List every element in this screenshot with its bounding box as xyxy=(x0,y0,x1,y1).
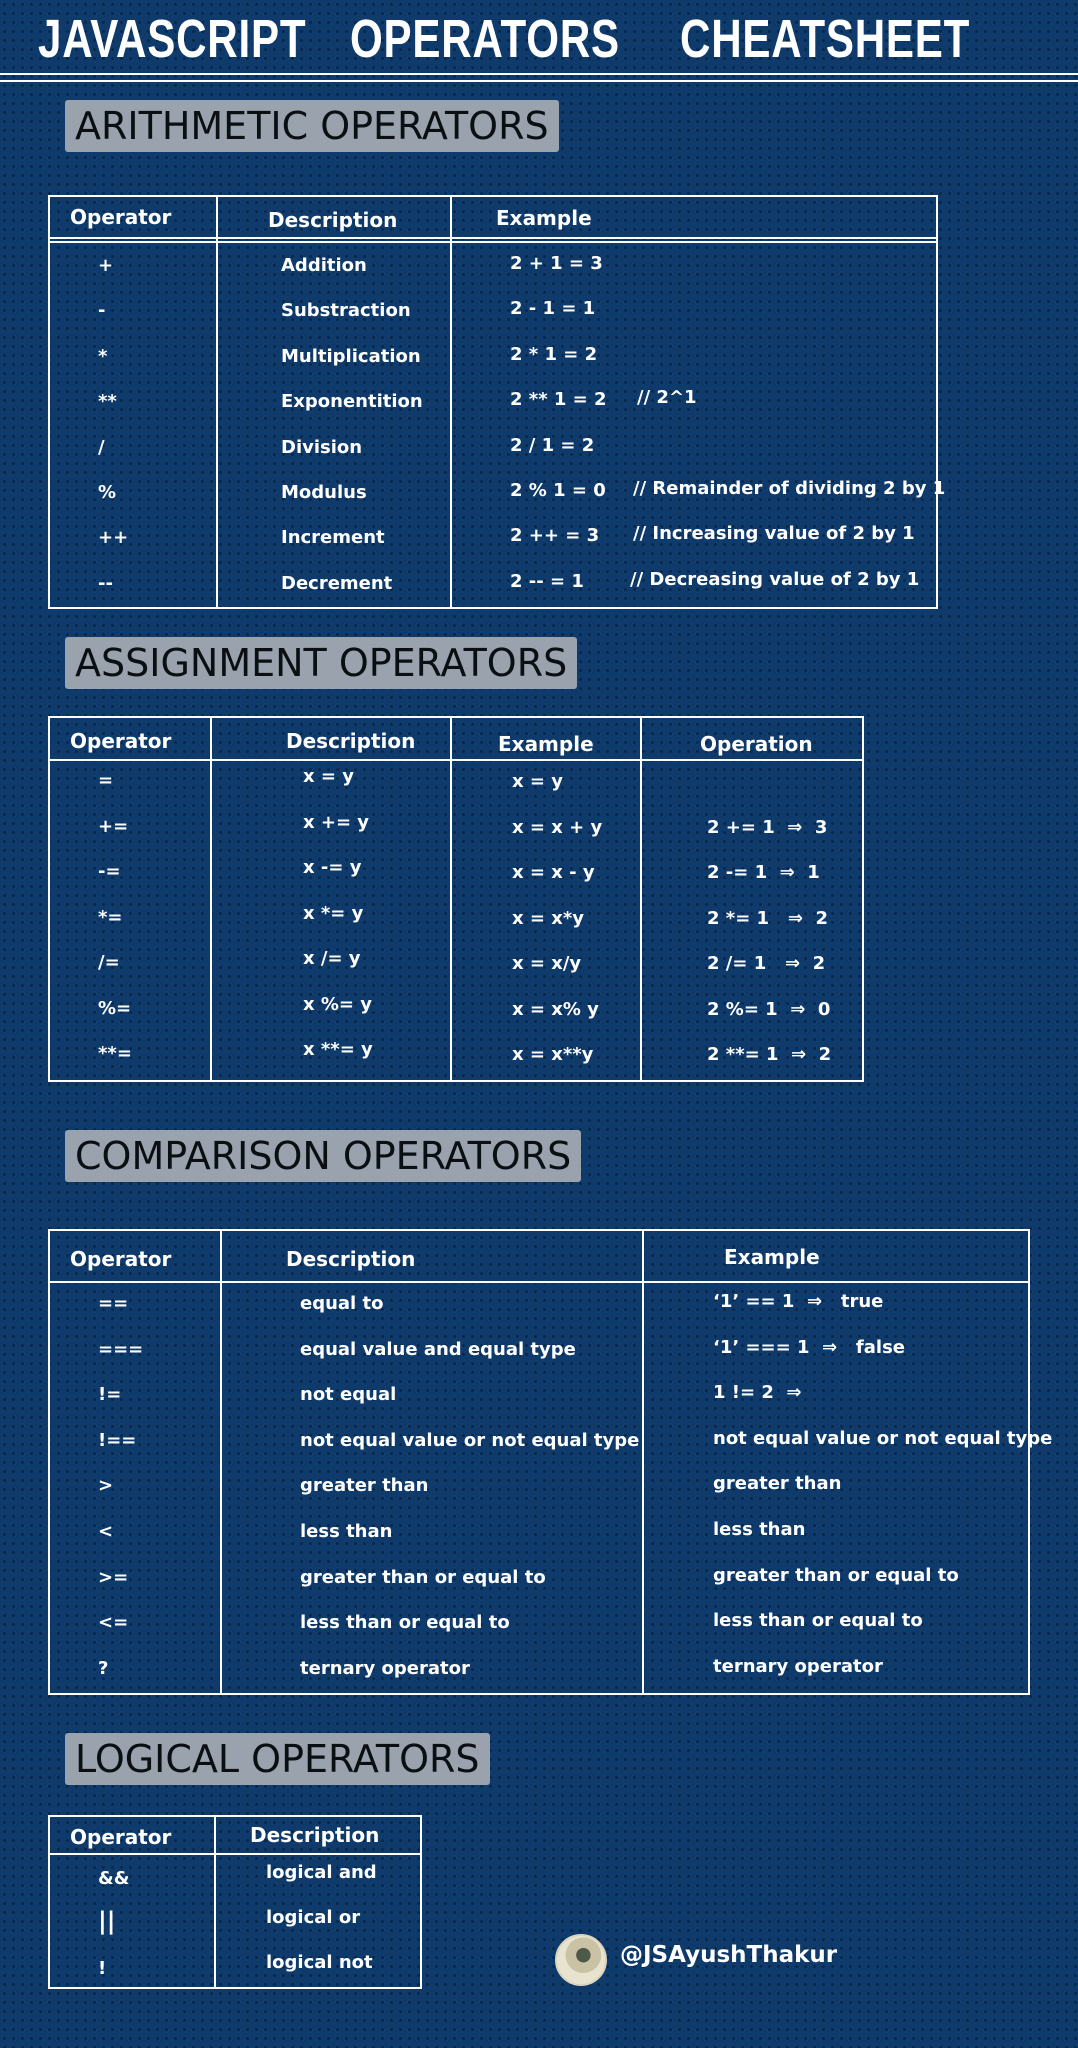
assignment-example-cell: x = x*y xyxy=(512,907,584,929)
arithmetic-note-cell: // Remainder of dividing 2 by 1 xyxy=(633,478,946,499)
comparison-description-cell: equal to xyxy=(300,1293,384,1314)
logical-operator-cell: ! xyxy=(98,1958,107,1979)
section-title-logical: LOGICAL OPERATORS xyxy=(65,1733,490,1785)
comparison-header-description: Description xyxy=(286,1247,416,1271)
comparison-description-cell: greater than xyxy=(300,1475,429,1497)
assignment-example-cell: x = x - y xyxy=(512,862,595,883)
comparison-operator-cell: <= xyxy=(98,1612,129,1634)
assignment-operator-cell: %= xyxy=(98,997,132,1019)
comparison-description-cell: ternary operator xyxy=(300,1657,470,1679)
assignment-header-description: Description xyxy=(286,729,416,753)
arithmetic-table xyxy=(48,195,938,609)
comparison-operator-cell: > xyxy=(98,1475,114,1497)
section-title-assignment: ASSIGNMENT OPERATORS xyxy=(65,637,577,689)
section-title-comparison: COMPARISON OPERATORS xyxy=(65,1130,581,1182)
comparison-example-cell: 1 != 2 ⇒ xyxy=(713,1382,802,1404)
header-rule-top xyxy=(0,73,1078,75)
header-rule-bottom xyxy=(0,80,1078,82)
arithmetic-example-cell: 2 * 1 = 2 xyxy=(510,343,598,365)
arithmetic-operator-cell: / xyxy=(98,436,105,458)
comparison-example-cell: greater than xyxy=(713,1473,842,1495)
logical-description-cell: logical not xyxy=(266,1952,373,1973)
comparison-description-cell: not equal value or not equal type xyxy=(300,1429,640,1451)
comparison-operator-cell: ? xyxy=(98,1657,109,1679)
logical-header-description: Description xyxy=(250,1823,380,1847)
comparison-description-cell: less than or equal to xyxy=(300,1612,510,1634)
arithmetic-header-operator: Operator xyxy=(70,205,172,229)
assignment-header-operator: Operator xyxy=(70,729,172,753)
assignment-description-cell: x += y xyxy=(303,811,370,833)
arithmetic-description-cell: Modulus xyxy=(281,482,367,503)
arithmetic-operator-cell: ** xyxy=(98,391,117,413)
assignment-description-cell: x %= y xyxy=(303,993,372,1015)
assignment-example-cell: x = x/y xyxy=(512,953,582,974)
arithmetic-example-cell: 2 -- = 1 xyxy=(510,570,584,592)
comparison-operator-cell: !== xyxy=(98,1429,137,1451)
arithmetic-operator-cell: % xyxy=(98,482,117,503)
arithmetic-example-cell: 2 ** 1 = 2 xyxy=(510,389,607,411)
header-word-cheatsheet: CHEATSHEET xyxy=(680,9,971,69)
arithmetic-description-cell: Division xyxy=(281,436,363,458)
arithmetic-description-cell: Multiplication xyxy=(281,345,421,367)
logical-description-cell: logical or xyxy=(266,1907,361,1928)
assignment-operator-cell: *= xyxy=(98,906,123,928)
arithmetic-example-cell: 2 % 1 = 0 xyxy=(510,480,606,501)
comparison-operator-cell: != xyxy=(98,1384,122,1406)
header-word-operators: OPERATORS xyxy=(350,9,620,69)
assignment-operation-cell: 2 -= 1 ⇒ 1 xyxy=(707,862,820,883)
arithmetic-note-cell: // 2^1 xyxy=(637,387,697,409)
arithmetic-example-cell: 2 + 1 = 3 xyxy=(510,253,603,274)
arithmetic-description-cell: Exponentition xyxy=(281,391,423,413)
assignment-operator-cell: **= xyxy=(98,1043,132,1064)
assignment-example-cell: x = x% y xyxy=(512,998,599,1020)
assignment-example-cell: x = y xyxy=(512,771,563,792)
header-word-javascript: JAVASCRIPT xyxy=(38,9,307,69)
assignment-description-cell: x **= y xyxy=(303,1039,373,1060)
assignment-operator-cell: = xyxy=(98,770,114,791)
logical-header-operator: Operator xyxy=(70,1825,172,1849)
assignment-operation-cell: 2 %= 1 ⇒ 0 xyxy=(707,998,831,1020)
assignment-operation-cell: 2 *= 1 ⇒ 2 xyxy=(707,907,829,929)
comparison-example-cell: greater than or equal to xyxy=(713,1564,959,1586)
comparison-example-cell: ‘1’ == 1 ⇒ true xyxy=(713,1291,884,1312)
assignment-operator-cell: /= xyxy=(98,952,120,973)
comparison-description-cell: equal value and equal type xyxy=(300,1338,576,1360)
assignment-example-cell: x = x + y xyxy=(512,816,603,838)
comparison-description-cell: less than xyxy=(300,1521,393,1542)
comparison-operator-cell: >= xyxy=(98,1566,129,1588)
comparison-description-cell: not equal xyxy=(300,1384,397,1406)
comparison-example-cell: less than xyxy=(713,1519,806,1540)
assignment-operator-cell: -= xyxy=(98,861,121,882)
assignment-header-operation: Operation xyxy=(700,732,813,756)
assignment-example-cell: x = x**y xyxy=(512,1044,594,1065)
comparison-description-cell: greater than or equal to xyxy=(300,1566,546,1588)
comparison-example-cell: not equal value or not equal type xyxy=(713,1427,1053,1449)
arithmetic-example-cell: 2 - 1 = 1 xyxy=(510,298,596,320)
assignment-table xyxy=(48,716,864,1082)
arithmetic-operator-cell: + xyxy=(98,255,114,276)
arithmetic-example-cell: 2 ++ = 3 xyxy=(510,525,600,547)
assignment-description-cell: x = y xyxy=(303,766,354,787)
assignment-operation-cell: 2 **= 1 ⇒ 2 xyxy=(707,1044,832,1065)
comparison-header-example: Example xyxy=(724,1245,820,1269)
arithmetic-note-cell: // Increasing value of 2 by 1 xyxy=(633,523,915,545)
comparison-header-operator: Operator xyxy=(70,1247,172,1271)
logical-operator-cell: && xyxy=(98,1868,130,1889)
arithmetic-operator-cell: ++ xyxy=(98,527,129,549)
author-avatar xyxy=(555,1934,607,1986)
comparison-operator-cell: < xyxy=(98,1521,114,1542)
comparison-example-cell: ‘1’ === 1 ⇒ false xyxy=(713,1336,905,1358)
arithmetic-example-cell: 2 / 1 = 2 xyxy=(510,434,595,456)
author-handle[interactable]: @JSAyushThakur xyxy=(620,1942,838,1968)
assignment-operator-cell: += xyxy=(98,815,129,837)
comparison-operator-cell: == xyxy=(98,1293,129,1314)
arithmetic-description-cell: Addition xyxy=(281,255,367,276)
arithmetic-description-cell: Increment xyxy=(281,527,385,549)
comparison-operator-cell: === xyxy=(98,1338,144,1360)
arithmetic-description-cell: Decrement xyxy=(281,572,393,594)
comparison-example-cell: ternary operator xyxy=(713,1655,883,1677)
assignment-description-cell: x -= y xyxy=(303,857,362,878)
assignment-operation-cell: 2 += 1 ⇒ 3 xyxy=(707,816,828,838)
comparison-example-cell: less than or equal to xyxy=(713,1610,923,1632)
arithmetic-description-cell: Substraction xyxy=(281,300,411,322)
arithmetic-note-cell: // Decreasing value of 2 by 1 xyxy=(630,568,920,590)
logical-description-cell: logical and xyxy=(266,1862,377,1883)
arithmetic-operator-cell: - xyxy=(98,300,106,322)
arithmetic-operator-cell: -- xyxy=(98,572,113,594)
assignment-description-cell: x /= y xyxy=(303,948,361,969)
arithmetic-header-example: Example xyxy=(496,206,592,230)
arithmetic-operator-cell: * xyxy=(98,345,108,367)
assignment-header-example: Example xyxy=(498,732,594,756)
section-title-arithmetic: ARITHMETIC OPERATORS xyxy=(65,100,559,152)
arithmetic-header-description: Description xyxy=(268,208,398,232)
assignment-operation-cell: 2 /= 1 ⇒ 2 xyxy=(707,953,826,974)
logical-operator-cell: || xyxy=(98,1907,116,1935)
assignment-description-cell: x *= y xyxy=(303,902,364,924)
